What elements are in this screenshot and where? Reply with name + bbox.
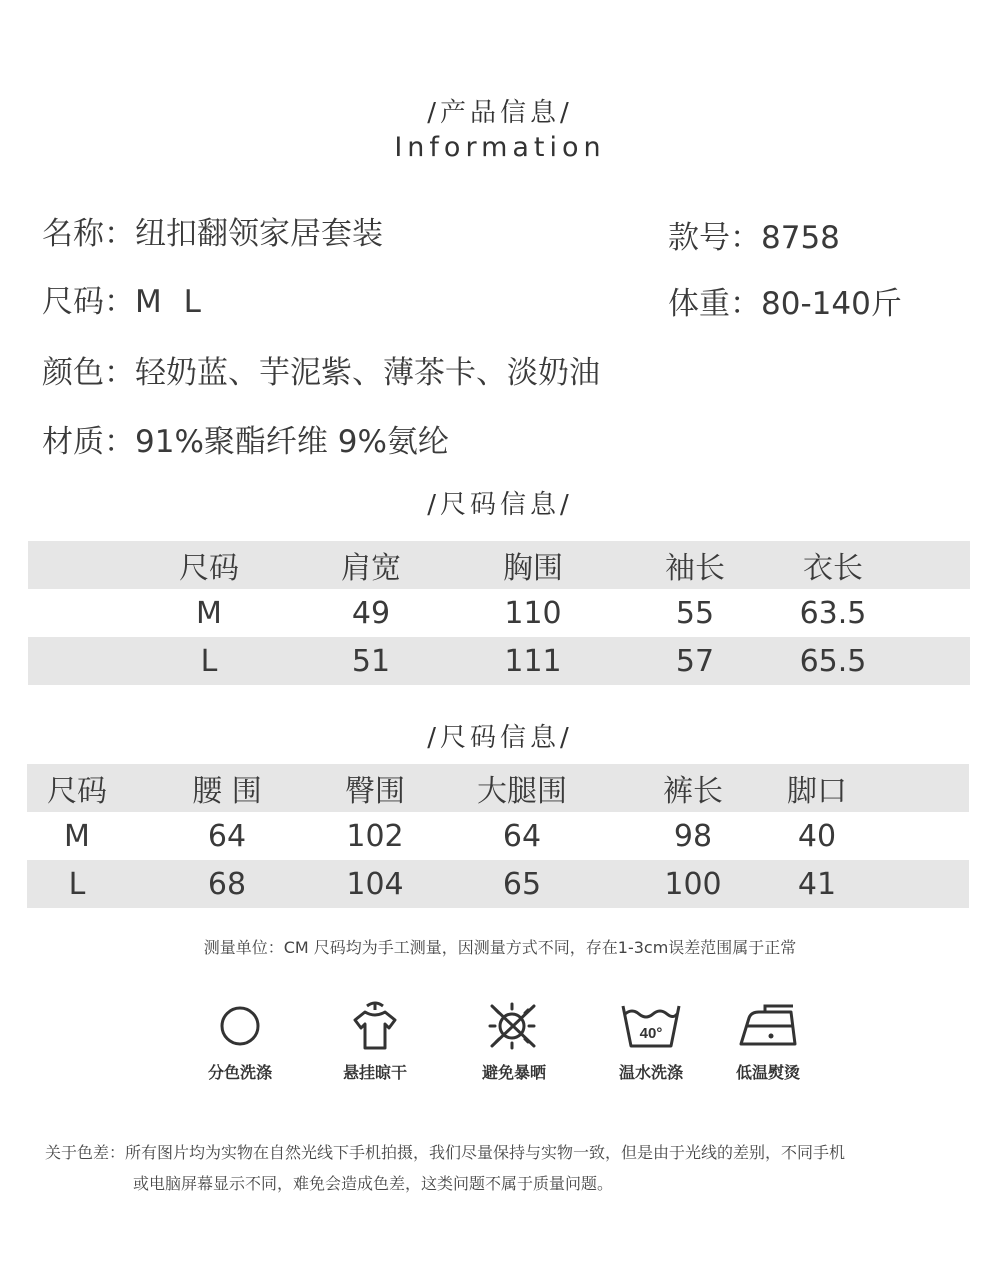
table-header-cell: 胸围 <box>452 541 614 589</box>
table-header-cell: 大腿围 <box>423 764 621 812</box>
weight-value: 80-140斤 <box>761 286 902 322</box>
table-cell: L <box>28 637 290 685</box>
table-cell: 49 <box>351 595 391 631</box>
color-disclaimer-line-1 <box>45 1140 845 1163</box>
product-info-heading-en: Information <box>394 132 606 163</box>
no-sun-icon <box>484 1000 544 1052</box>
table-cell: L <box>27 860 127 908</box>
table-row <box>27 812 969 860</box>
care-label: 分色洗涤 <box>207 1063 272 1082</box>
style-number-value: 8758 <box>761 220 840 256</box>
table-cell: 98 <box>673 818 713 854</box>
table-cell: 57 <box>614 637 776 685</box>
table-cell: 110 <box>504 595 562 631</box>
table-cell: 55 <box>675 595 715 631</box>
table-cell: 64 <box>502 818 542 854</box>
table-header-cell: 衣长 <box>776 541 970 589</box>
hang-dry-icon <box>345 1000 405 1052</box>
table-cell: 68 <box>127 860 327 908</box>
care-item-low-iron <box>713 1000 823 1083</box>
size-label: 尺码： <box>42 284 135 320</box>
table-row <box>28 589 970 637</box>
care-item-warm-wash <box>596 1000 706 1083</box>
care-label: 悬挂晾干 <box>342 1063 407 1082</box>
bottom-size-table <box>27 764 969 908</box>
product-name-value: 纽扣翻领家居套装 <box>135 216 383 252</box>
table-cell: 41 <box>765 860 969 908</box>
table-header-cell: 裤长 <box>621 764 765 812</box>
care-label: 低温熨烫 <box>735 1063 800 1082</box>
table-header-cell: 脚口 <box>765 764 969 812</box>
measurement-note: 测量单位：CM 尺码均为手工测量，因测量方式不同，存在1-3cm误差范围属于正常 <box>203 938 797 957</box>
care-label: 温水洗涤 <box>618 1063 683 1082</box>
top-size-table <box>28 541 970 685</box>
warm-wash-icon <box>619 1000 683 1052</box>
weight-label: 体重： <box>668 286 761 322</box>
table-cell: 40 <box>797 818 837 854</box>
care-item-no-sun <box>459 1000 569 1083</box>
material-row <box>42 416 449 461</box>
care-label: 避免暴晒 <box>481 1063 546 1082</box>
product-name-label: 名称： <box>42 216 135 252</box>
table-header-cell: 肩宽 <box>290 541 452 589</box>
wash-temperature: 40° <box>639 1025 663 1042</box>
size-value: M L <box>135 284 207 320</box>
material-value: 91%聚酯纤维 9%氨纶 <box>135 424 449 460</box>
style-number-row <box>668 212 840 257</box>
table-cell: 51 <box>290 637 452 685</box>
table-cell: 63.5 <box>799 595 867 631</box>
size-info-heading-top: /尺码信息/ <box>427 490 573 520</box>
product-name-row <box>42 208 383 253</box>
color-disclaimer-line-2: 或电脑屏幕显示不同，难免会造成色差，这类问题不属于质量问题。 <box>133 1174 614 1193</box>
care-item-hang-dry <box>320 1000 430 1083</box>
size-row <box>42 276 207 321</box>
table-header-row <box>27 764 969 812</box>
table-cell: 111 <box>452 637 614 685</box>
table-header-cell: 腰 围 <box>127 764 327 812</box>
color-row <box>42 347 600 392</box>
disclaimer-text: 所有图片均为实物在自然光线下手机拍摄，我们尽量保持与实物一致，但是由于光线的差别，不同手机 <box>125 1143 846 1162</box>
material-label: 材质： <box>42 424 135 460</box>
table-cell: 104 <box>327 860 423 908</box>
table-row <box>28 637 970 685</box>
table-header-cell: 袖长 <box>614 541 776 589</box>
circle-wash-icon <box>210 1000 270 1052</box>
size-info-heading-bottom: /尺码信息/ <box>427 723 573 753</box>
weight-row <box>668 278 902 323</box>
table-cell: M <box>196 595 222 631</box>
care-item-separate-wash <box>185 1000 295 1083</box>
iron-icon <box>735 1000 801 1052</box>
table-header-cell: 尺码 <box>28 541 290 589</box>
product-info-heading: /产品信息/ <box>427 98 573 128</box>
table-header-row <box>28 541 970 589</box>
table-header-cell: 尺码 <box>27 764 127 812</box>
table-cell: 65 <box>423 860 621 908</box>
color-value: 轻奶蓝、芋泥紫、薄茶卡、淡奶油 <box>135 355 600 391</box>
color-label: 颜色： <box>42 355 135 391</box>
table-cell: 102 <box>346 818 404 854</box>
table-cell: 64 <box>207 818 247 854</box>
table-row <box>27 860 969 908</box>
style-number-label: 款号： <box>668 220 761 256</box>
table-cell: M <box>64 818 90 854</box>
table-header-cell: 臀围 <box>327 764 423 812</box>
table-cell: 100 <box>621 860 765 908</box>
disclaimer-label: 关于色差： <box>45 1143 126 1162</box>
table-cell: 65.5 <box>776 637 970 685</box>
